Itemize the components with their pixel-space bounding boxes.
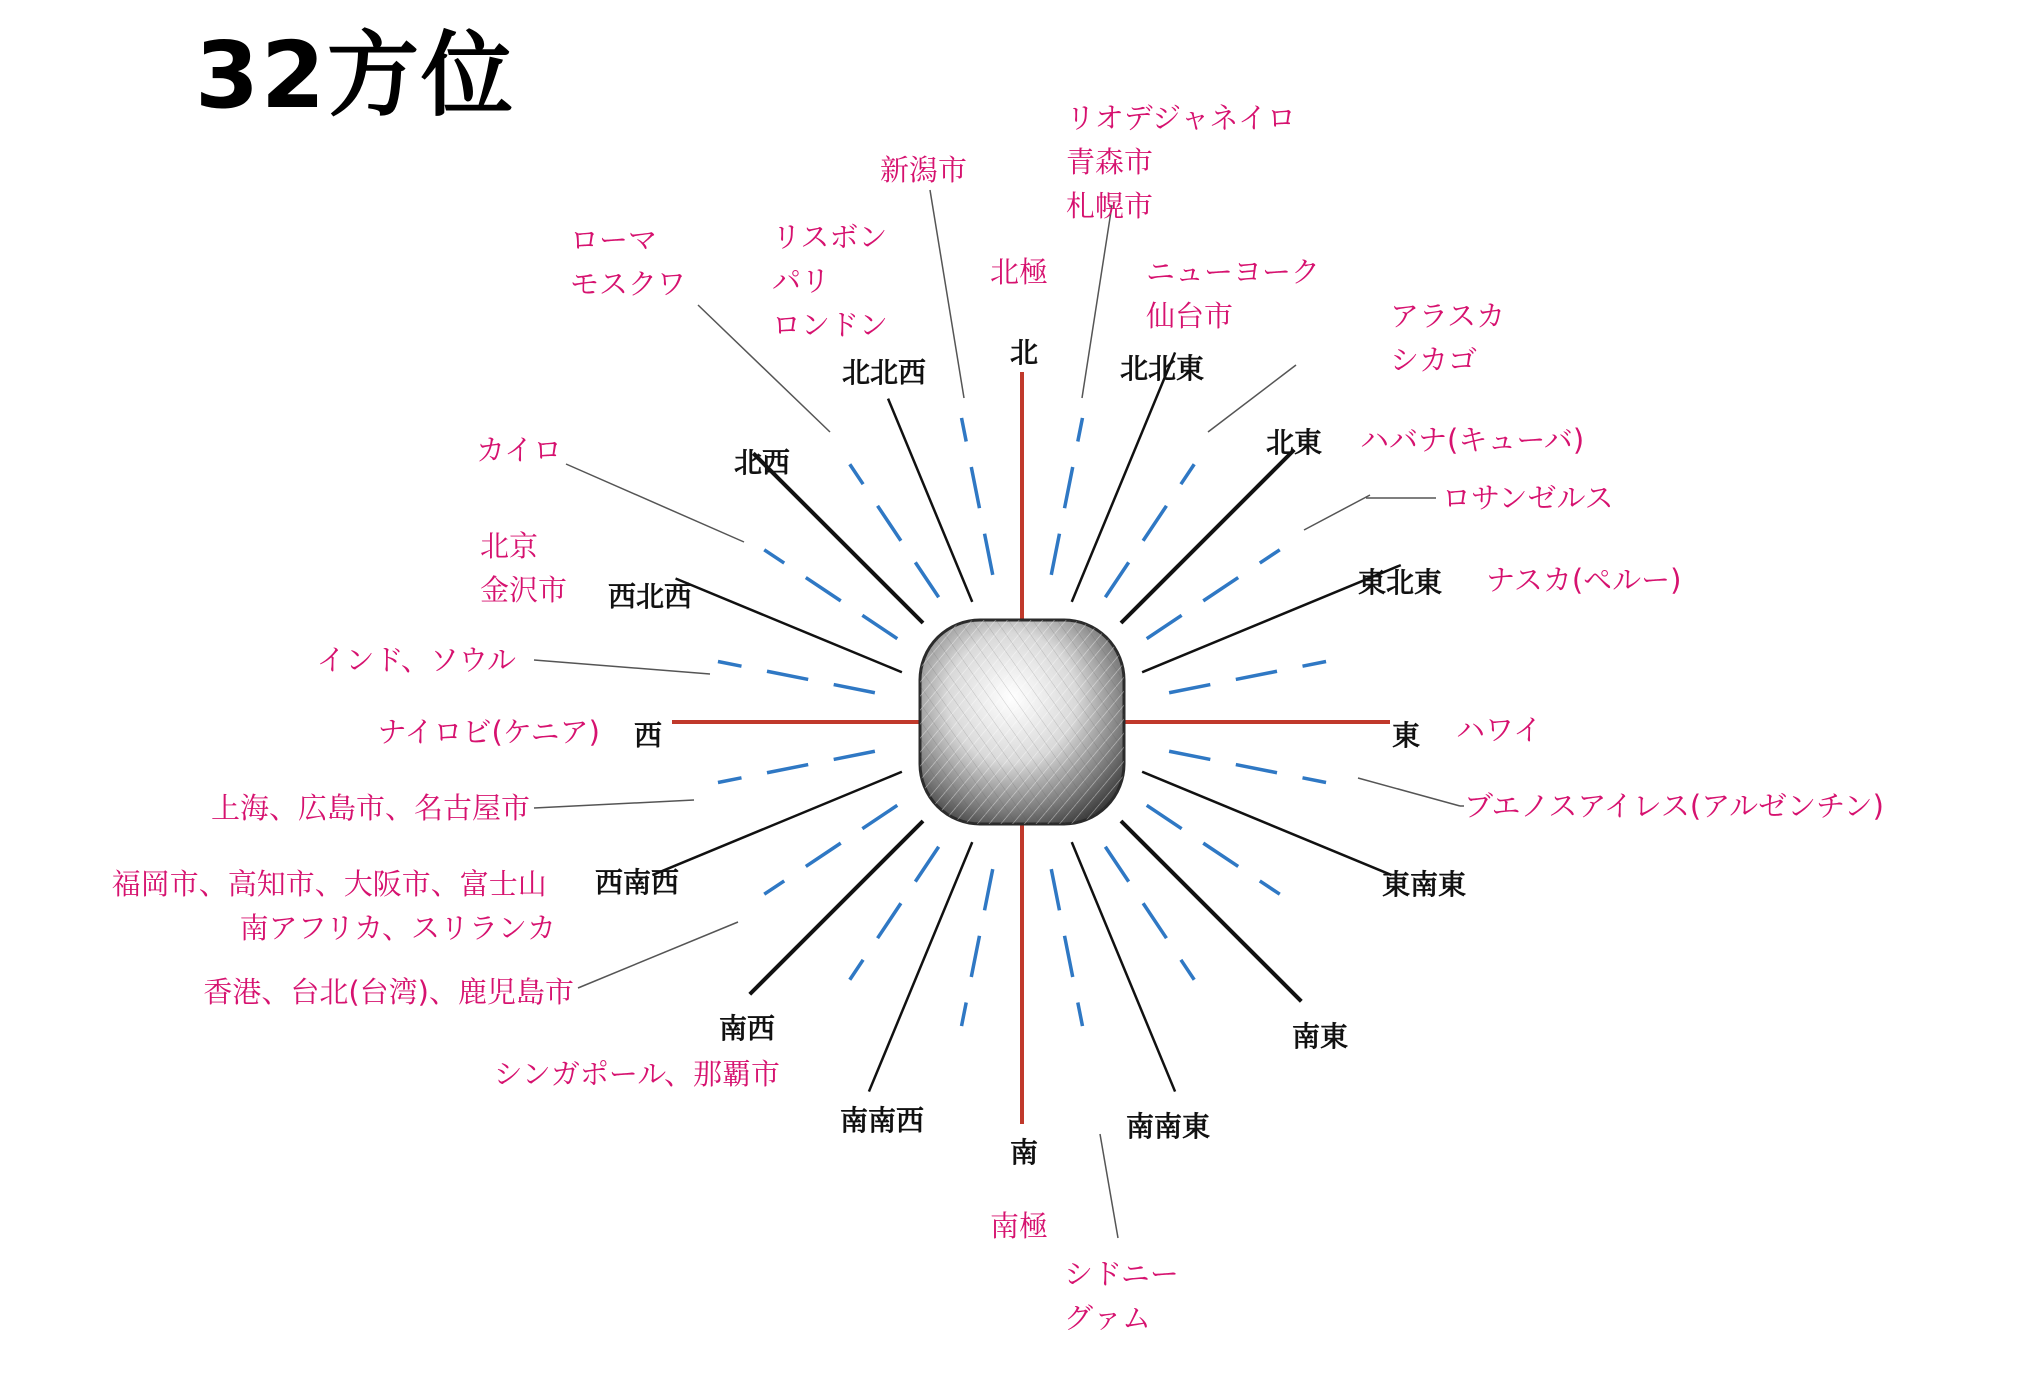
place-nazca: ナスカ(ペルー) <box>1486 563 1682 597</box>
dir-ene: 東北東 <box>1357 566 1443 599</box>
ray-wnw <box>676 578 902 672</box>
ray-nne <box>1072 352 1175 601</box>
leader-india <box>534 660 710 674</box>
leader-cairo <box>566 464 744 542</box>
dir-nne: 北北東 <box>1119 352 1205 385</box>
dir-e: 東 <box>1391 719 1421 752</box>
ray-nnw <box>888 399 972 602</box>
place-shanghai-group: 上海、広島市、名古屋市 <box>210 791 530 825</box>
place-north-pole: 北極 <box>990 255 1049 289</box>
place-nairobi: ナイロビ(ケニア) <box>377 715 600 749</box>
place-los-angeles: ロサンゼルス <box>1442 481 1614 515</box>
leader-rio <box>1082 205 1112 398</box>
dir-wsw: 西南西 <box>594 866 680 899</box>
ray-minor-6 <box>1147 805 1280 894</box>
leader-sydney <box>1100 1134 1118 1238</box>
ray-minor-2 <box>1105 464 1194 597</box>
ray-minor-7 <box>1105 847 1194 980</box>
place-india-seoul: インド、ソウル <box>316 643 516 677</box>
place-sydney-guam: シドニー グァム <box>1064 1257 1179 1335</box>
place-buenos-aires: ブエノスアイレス(アルゼンチン) <box>1464 789 1884 823</box>
page-title: 32方位 <box>195 22 516 129</box>
center-orb <box>920 620 1124 824</box>
leader-niigata <box>930 190 964 398</box>
leader-shanghai <box>534 800 694 808</box>
place-rio-aomori-sapporo: リオデジャネイロ 青森市 札幌市 <box>1066 101 1296 223</box>
dir-n: 北 <box>1009 336 1039 369</box>
ray-sse <box>1072 842 1175 1091</box>
place-rome-moscow: ローマ モスクワ <box>570 223 687 301</box>
ray-minor-12 <box>718 751 875 782</box>
leader-newyork <box>1208 365 1296 432</box>
dir-sw: 南西 <box>718 1012 776 1045</box>
place-south-pole: 南極 <box>990 1209 1049 1243</box>
ray-minor-10 <box>850 847 939 980</box>
place-alaska-chicago: アラスカ シカゴ <box>1390 299 1506 377</box>
ray-wsw <box>652 772 901 875</box>
ray-minor-14 <box>764 550 897 639</box>
ray-minor-11 <box>764 805 897 894</box>
ray-minor-13 <box>718 662 875 693</box>
ray-ssw <box>869 842 972 1091</box>
dir-ne: 北東 <box>1265 426 1323 459</box>
place-beijing-kanazawa: 北京 金沢市 <box>480 529 568 607</box>
dir-nw: 北西 <box>733 446 791 479</box>
leader-havana <box>1304 495 1370 530</box>
ray-minor-16 <box>962 418 993 575</box>
dir-se: 南東 <box>1291 1020 1349 1053</box>
ray-minor-1 <box>1051 418 1082 575</box>
ray-minor-9 <box>962 869 993 1026</box>
place-cairo: カイロ <box>476 433 563 467</box>
leader-fukuoka <box>578 922 738 988</box>
ray-ese <box>1142 772 1391 875</box>
dir-sse: 南南東 <box>1125 1110 1211 1143</box>
place-niigata: 新潟市 <box>880 153 968 187</box>
place-newyork-sendai: ニューヨーク 仙台市 <box>1146 255 1321 333</box>
dir-ssw: 南南西 <box>839 1104 925 1137</box>
place-havana: ハバナ(キューバ) <box>1360 423 1585 457</box>
dir-s: 南 <box>1009 1136 1039 1169</box>
dir-w: 西 <box>633 719 663 752</box>
ray-minor-4 <box>1169 662 1326 693</box>
ray-minor-5 <box>1169 751 1326 782</box>
leader-buenos <box>1358 778 1460 806</box>
ray-minor-15 <box>850 464 939 597</box>
dir-ese: 東南東 <box>1381 868 1467 901</box>
dir-nnw: 北北西 <box>841 356 927 389</box>
place-hongkong-group: 香港、台北(台湾)、鹿児島市 <box>203 975 574 1009</box>
place-fukuoka-group: 福岡市、高知市、大阪市、富士山 南アフリカ、スリランカ <box>111 867 556 945</box>
place-lisbon-paris-london: リスボン パリ ロンドン <box>772 220 889 342</box>
ray-minor-8 <box>1051 869 1082 1026</box>
ray-minor-3 <box>1147 550 1280 639</box>
dir-wnw: 西北西 <box>607 580 693 613</box>
place-hawaii: ハワイ <box>1456 713 1543 747</box>
place-singapore-naha: シンガポール、那覇市 <box>493 1057 780 1091</box>
